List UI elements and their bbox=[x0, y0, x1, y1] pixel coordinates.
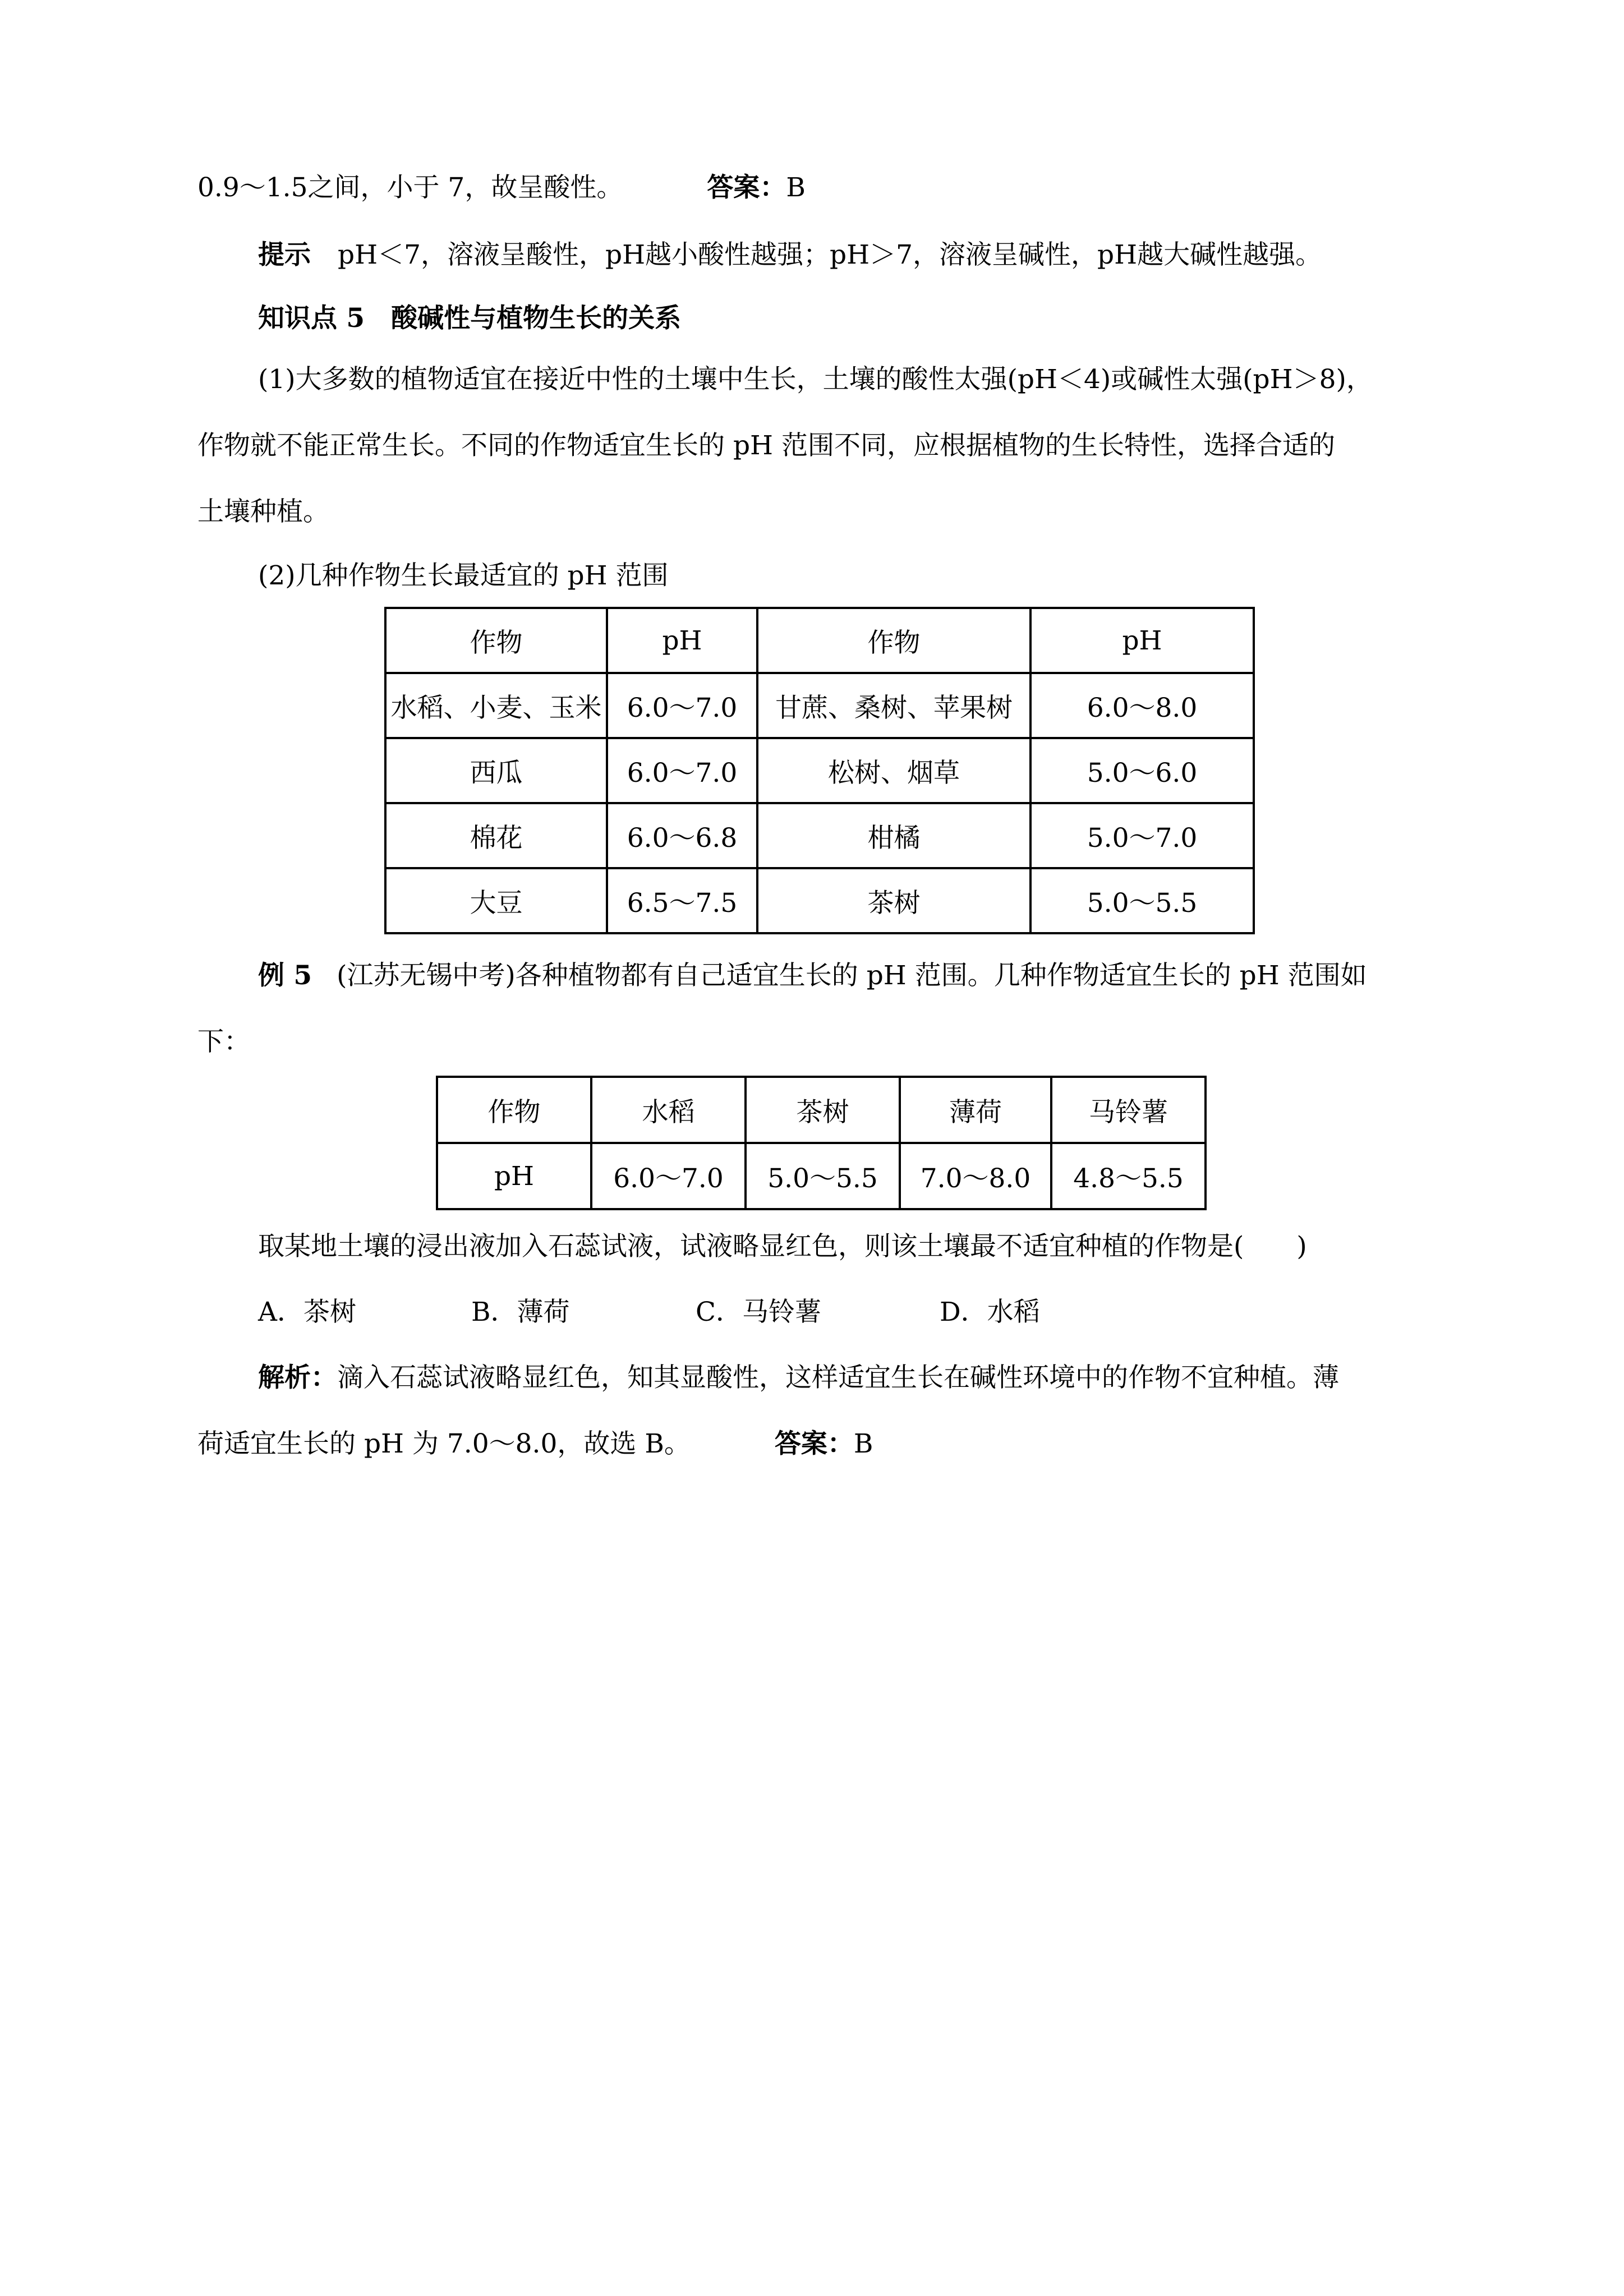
table-cell: 松树、烟草 bbox=[757, 738, 1030, 803]
table-header-row bbox=[437, 1077, 1206, 1143]
previous-solution-line bbox=[197, 171, 1432, 205]
table-cell: 6.0～7.0 bbox=[591, 1143, 746, 1209]
option-b: B．薄荷 bbox=[471, 1297, 570, 1327]
example-line-1 bbox=[258, 959, 1492, 993]
analysis-label: 解析： bbox=[258, 1362, 337, 1393]
table-row bbox=[385, 868, 1254, 933]
option-c: C．马铃薯 bbox=[696, 1297, 821, 1327]
table-cell: 6.0～8.0 bbox=[1030, 673, 1254, 738]
table-header-cell: pH bbox=[1030, 608, 1254, 673]
analysis-text: 滴入石蕊试液略显红色，知其显酸性，这样适宜生长在碱性环境中的作物不宜种植。薄 bbox=[337, 1362, 1339, 1393]
crop-ph-table bbox=[384, 607, 1255, 934]
analysis-text-2: 荷适宜生长的 pH 为 7.0～8.0，故选 B。 bbox=[197, 1428, 691, 1459]
solution-text: 0.9～1.5之间，小于 7，故呈酸性。 bbox=[197, 172, 623, 203]
hint-text: pH＜7，溶液呈酸性，pH越小酸性越强；pH＞7，溶液呈碱性，pH越大碱性越强。 bbox=[338, 239, 1322, 270]
table-header-cell: 水稻 bbox=[591, 1077, 746, 1143]
table-row bbox=[437, 1143, 1206, 1209]
table-cell: 5.0～5.5 bbox=[746, 1143, 900, 1209]
analysis-line-1 bbox=[258, 1361, 1492, 1395]
answer-value: B bbox=[786, 172, 806, 203]
table-cell: 6.0～7.0 bbox=[607, 673, 757, 738]
hint-label: 提示 bbox=[258, 239, 311, 270]
answer-label: 答案： bbox=[707, 172, 786, 203]
options-line bbox=[258, 1295, 1492, 1329]
hint-line bbox=[258, 238, 1492, 272]
table-cell: 5.0～5.5 bbox=[1030, 868, 1254, 933]
table-cell: 柑橘 bbox=[757, 803, 1030, 868]
table-row bbox=[385, 738, 1254, 803]
table-cell: 甘蔗、桑树、苹果树 bbox=[757, 673, 1030, 738]
example-label: 例 5 bbox=[258, 960, 312, 991]
table-header-cell: 作物 bbox=[437, 1077, 591, 1143]
table-cell: 5.0～7.0 bbox=[1030, 803, 1254, 868]
option-a: A．茶树 bbox=[258, 1297, 356, 1327]
paragraph-2: (2)几种作物生长最适宜的 pH 范围 bbox=[258, 560, 669, 591]
table-cell: 茶树 bbox=[757, 868, 1030, 933]
answer-label: 答案： bbox=[774, 1428, 854, 1459]
option-d: D．水稻 bbox=[940, 1297, 1040, 1327]
table-cell: 大豆 bbox=[385, 868, 607, 933]
table-row bbox=[385, 673, 1254, 738]
example-text: (江苏无锡中考)各种植物都有自己适宜生长的 pH 范围。几种作物适宜生长的 pH 范围如 bbox=[337, 960, 1367, 991]
table-cell: 4.8～5.5 bbox=[1051, 1143, 1206, 1209]
table-header-cell: 作物 bbox=[385, 608, 607, 673]
table-row bbox=[385, 803, 1254, 868]
paragraph-1-line-2: 作物就不能正常生长。不同的作物适宜生长的 pH 范围不同，应根据植物的生长特性，选择合适的 bbox=[197, 430, 1335, 461]
table-cell: 6.5～7.5 bbox=[607, 868, 757, 933]
table-cell: pH bbox=[437, 1143, 591, 1209]
table-cell: 7.0～8.0 bbox=[900, 1143, 1051, 1209]
table-cell: 6.0～6.8 bbox=[607, 803, 757, 868]
example-line-2: 下： bbox=[197, 1026, 250, 1057]
table-cell: 水稻、小麦、玉米 bbox=[385, 673, 607, 738]
table-header-cell: 茶树 bbox=[746, 1077, 900, 1143]
table-cell: 5.0～6.0 bbox=[1030, 738, 1254, 803]
paragraph-1-line-3: 土壤种植。 bbox=[197, 496, 329, 527]
knowledge-point-heading: 知识点 5 酸碱性与植物生长的关系 bbox=[258, 303, 682, 334]
table-header-cell: pH bbox=[607, 608, 757, 673]
table-header-cell: 薄荷 bbox=[900, 1077, 1051, 1143]
answer-value: B bbox=[853, 1428, 873, 1459]
table-cell: 6.0～7.0 bbox=[607, 738, 757, 803]
table-header-cell: 作物 bbox=[757, 608, 1030, 673]
paragraph-1-line-1: (1)大多数的植物适宜在接近中性的土壤中生长，土壤的酸性太强(pH＜4)或碱性太强(pH＞8)， bbox=[258, 364, 1373, 395]
question-line: 取某地土壤的浸出液加入石蕊试液，试液略显红色，则该土壤最不适宜种植的作物是( ) bbox=[258, 1231, 1307, 1262]
crop-ph-table-2 bbox=[436, 1076, 1207, 1210]
table-cell: 棉花 bbox=[385, 803, 607, 868]
table-cell: 西瓜 bbox=[385, 738, 607, 803]
table-header-row bbox=[385, 608, 1254, 673]
table-header-cell: 马铃薯 bbox=[1051, 1077, 1206, 1143]
analysis-line-2 bbox=[197, 1427, 1432, 1461]
